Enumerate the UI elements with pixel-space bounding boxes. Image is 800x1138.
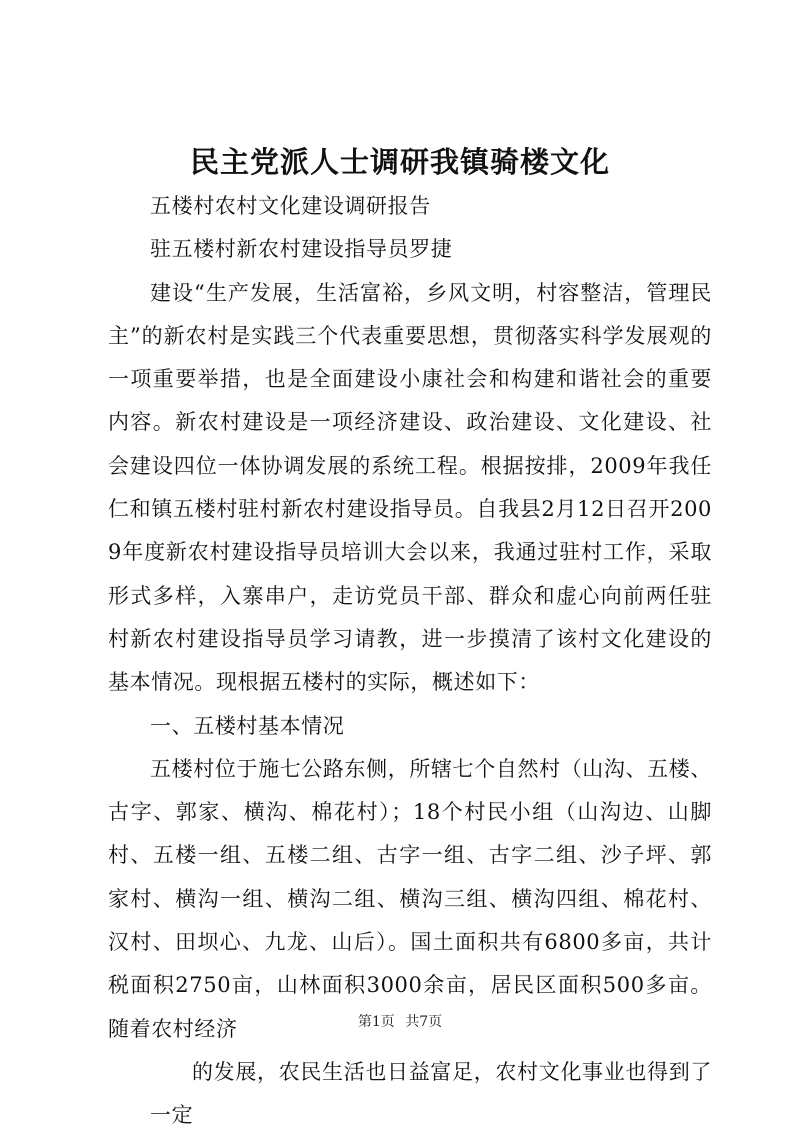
body-paragraph-continued: 的发展，农民生活也日益富足，农村文化事业也得到了一定 [150,1059,712,1128]
report-subtitle: 五楼村农村文化建设调研报告 [150,194,431,218]
page-total: 共7页 [405,1014,443,1030]
document-body [108,185,712,1138]
body-paragraph: 五楼村位于施七公路东侧，所辖七个自然村（山沟、五楼、古字、郭家、横沟、棉花村）；18个村民小组（山沟边、山脚村、五楼一组、五楼二组、古字一组、古字二组、沙子坪、郭家村、横沟一组、横沟二组、横沟三组、横沟四组、棉花村、汉村、田坝心、九龙、山后）。国土面积共有6800多亩，共计税面积2750亩，山林面积3000余亩，居民区面积500多亩。随着农村经济 [108,756,712,1041]
document-title: 民主党派人士调研我镇骑楼文化 [189,145,610,179]
body-paragraph: 建设“生产发展，生活富裕，乡风文明，村容整洁，管理民主”的新农村是实践三个代表重要思想，贯彻落实科学发展观的一项重要举措，也是全面建设小康社会和构建和谐社会的重要内容。新农村建设是一项经济建设、政治建设、文化建设、社会建设四位一体协调发展的系统工程。根据按排，2009年我任仁和镇五楼村驻村新农村建设指导员。自我县2月12日召开2009年度新农村建设指导员培训大会以来，我通过驻村工作，采取形式多样，入寨串户，走访党员干部、群众和虚心向前两任驻村新农村建设指导员学习请教，进一步摸清了该村文化建设的基本情况。现根据五楼村的实际，概述如下： [108,280,712,695]
page-number: 第1页 [357,1014,395,1030]
page-footer [0,1012,800,1032]
author-line: 驻五楼村新农村建设指导员罗捷 [150,237,453,262]
section-heading: 一、五楼村基本情况 [150,713,345,738]
